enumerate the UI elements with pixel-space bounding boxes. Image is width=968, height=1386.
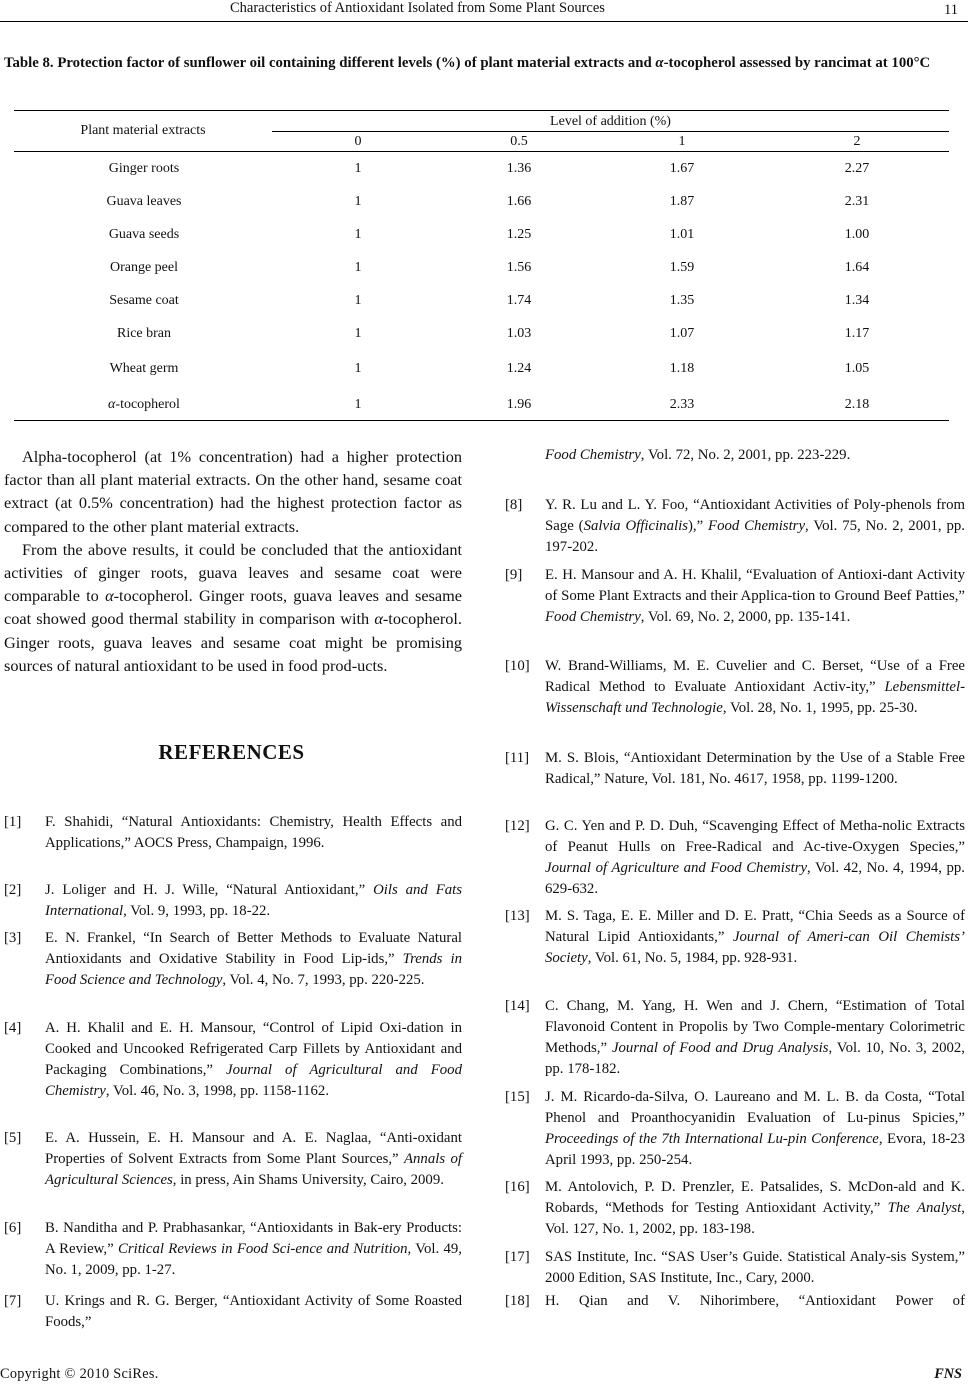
reference-number: [1] (4, 814, 22, 830)
row-label (44, 397, 244, 413)
table-cell: 1.34 (844, 293, 870, 308)
reference-text (545, 1247, 965, 1289)
reference-source: Trends in Food Science and Technology (45, 951, 462, 988)
reference-number: [8] (505, 497, 523, 513)
body-paragraph (4, 538, 462, 677)
reference-text-run: E. N. Frankel, “In Search of Better Methods to Evaluate Natural Antioxidants and Oxidative Stability in Food Lip-ids,” (45, 930, 462, 967)
reference-source: Food Chemistry (708, 518, 806, 534)
row-label: Rice bran (116, 326, 172, 341)
table-cell: 1 (354, 194, 362, 209)
table-cell: 1.05 (844, 361, 870, 376)
reference-text (545, 996, 965, 1080)
table-cell: 1 (354, 326, 362, 341)
reference-item (505, 1291, 965, 1313)
reference-item (4, 812, 462, 875)
reference-text-run: , Vol. 10, No. 3, 2002, pp. 178-182. (545, 1040, 965, 1077)
reference-text-run: E. H. Mansour and A. H. Khalil, “Evaluation of Antioxi-dant Activity of Some Plant Extracts and their Applica-tion to Ground Beef Patties,” (545, 567, 965, 604)
reference-text (545, 1087, 965, 1171)
reference-number: [5] (4, 1130, 22, 1146)
body-text-run: From the above results, it could be concluded that the antioxidant activities of ginger roots, guava leaves and sesame coat were comparable to (4, 539, 462, 606)
level-header: 0.5 (510, 134, 528, 149)
reference-item (505, 1247, 965, 1289)
reference-text (545, 565, 965, 628)
reference-text-run: G. C. Yen and P. D. Duh, “Scavenging Effect of Metha-nolic Extracts of Peanut Hulls on Free-Radical and Ac-tive-Oxygen Species,” (545, 818, 965, 855)
reference-text (45, 1128, 462, 1191)
reference-text-run: , in press, Ain Shams University, Cairo, 2009. (172, 1172, 444, 1188)
references-heading: REFERENCES (158, 740, 305, 764)
reference-source: The Analyst (887, 1200, 962, 1216)
reference-text (545, 1291, 965, 1312)
col-header-level: Level of addition (%) (550, 114, 671, 129)
reference-text (45, 1218, 462, 1281)
table-bottom-rule (14, 420, 949, 421)
reference-number: [2] (4, 882, 22, 898)
table-cell: 1.64 (844, 260, 870, 275)
table-cell: 1 (354, 293, 362, 308)
reference-text (545, 748, 965, 790)
row-label: Sesame coat (109, 293, 179, 308)
reference-source: Journal of Food and Drug Analysis (611, 1040, 829, 1056)
footer-copyright: Copyright © 2010 SciRes. (0, 1366, 159, 1382)
reference-item (4, 1218, 462, 1281)
reference-source: Food Chemistry (545, 447, 641, 463)
reference-source: Annals of Agricultural Sciences (45, 1151, 462, 1188)
table-cell: 1 (354, 361, 362, 376)
reference-text (545, 1177, 965, 1240)
reference-item (4, 1291, 462, 1330)
alpha-symbol: α (374, 609, 383, 629)
reference-item (505, 495, 965, 558)
reference-text-run: , Vol. 72, No. 2, 2001, pp. 223-229. (640, 447, 851, 463)
reference-source: Journal of Agriculture and Food Chemistry (545, 860, 808, 876)
reference-item (505, 996, 965, 1080)
reference-text-run: F. Shahidi, “Natural Antioxidants: Chemistry, Health Effects and Applications,” AOCS Press, Champaign, 1996. (45, 814, 462, 851)
table-cell: 1 (354, 397, 362, 412)
body-column-left (4, 445, 462, 677)
table-cell: 1.67 (669, 161, 695, 176)
page-number: 11 (944, 2, 958, 18)
table-caption (4, 52, 966, 75)
table-cell: 1.24 (506, 361, 532, 376)
table-cell: 1.17 (844, 326, 870, 341)
table-cell: 1 (354, 161, 362, 176)
table-header-rule (14, 151, 949, 152)
reference-text-run: B. Nanditha and P. Prabhasankar, “Antioxidants in Bak-ery Products: A Review,” (45, 1220, 462, 1257)
reference-text-run: M. S. Taga, E. E. Miller and D. E. Pratt, “Chia Seeds as a Source of Natural Lipid Antioxidants,” (545, 908, 965, 945)
reference-text-run: C. Chang, M. Yang, H. Wen and J. Chern, “Estimation of Total Flavonoid Content in Propolis by Two Comple-mentary Colorimetric Methods,” (545, 998, 965, 1056)
table-cell: 1.74 (506, 293, 532, 308)
row-label: Orange peel (109, 260, 179, 275)
table-group-rule (272, 131, 949, 132)
reference-source: Journal of Ameri-can Oil Chemists’ Society (545, 929, 965, 966)
reference-source: Food Chemistry (545, 609, 641, 625)
reference-text-run: A. H. Khalil and E. H. Mansour, “Control of Lipid Oxi-dation in Cooked and Uncooked Refrigerated Carp Fillets by Antioxidant and Packaging Combinations,” (45, 1020, 462, 1078)
reference-item (4, 928, 462, 1012)
reference-text (545, 906, 965, 969)
reference-text-run: , Vol. 42, No. 4, 1994, pp. 629-632. (545, 860, 966, 897)
table-cell: 1.59 (669, 260, 695, 275)
reference-item (4, 1128, 462, 1212)
reference-source: Critical Reviews in Food Sci-ence and Nutrition (117, 1241, 408, 1257)
table-cell: 2.27 (844, 161, 870, 176)
reference-item (505, 906, 965, 990)
table-top-rule (14, 110, 949, 111)
reference-number: [3] (4, 930, 22, 946)
alpha-symbol: α (105, 586, 114, 606)
table-cell: 1.35 (669, 293, 695, 308)
reference-number: [12] (505, 818, 530, 834)
alpha-symbol: α (108, 397, 116, 412)
running-title: Characteristics of Antioxidant Isolated from Some Plant Sources (230, 0, 605, 16)
reference-number: [16] (505, 1179, 530, 1195)
reference-item (4, 880, 462, 922)
reference-text (545, 445, 965, 466)
table-cell: 1.87 (669, 194, 695, 209)
level-header: 2 (853, 134, 861, 149)
reference-item (505, 1087, 965, 1171)
col-header-extracts: Plant material extracts (80, 123, 206, 138)
reference-text-run: J. Loliger and H. J. Wille, “Natural Antioxidant,” (45, 882, 374, 898)
running-header (0, 0, 968, 22)
reference-number: [4] (4, 1020, 22, 1036)
reference-number: [9] (505, 567, 523, 583)
reference-number: [17] (505, 1249, 530, 1265)
reference-text (45, 880, 462, 922)
reference-text-run: U. Krings and R. G. Berger, “Antioxidant Activity of Some Roasted Foods,” (45, 1293, 462, 1330)
reference-number: [6] (4, 1220, 22, 1236)
reference-text (45, 928, 462, 991)
reference-text-run: E. A. Hussein, E. H. Mansour and A. E. Naglaa, “Anti-oxidant Properties of Solvent Extracts from Some Plant Sources,” (45, 1130, 462, 1167)
header-rule (0, 21, 968, 22)
reference-text-run: M. Antolovich, P. D. Prenzler, E. Patsalides, S. McDon-ald and K. Robards, “Methods for Testing Antioxidant Activity,” (545, 1179, 965, 1216)
reference-text-run: , Vol. 127, No. 1, 2002, pp. 183-198. (545, 1200, 965, 1237)
row-label-text: -tocopherol (115, 397, 180, 412)
level-header: 0 (354, 134, 362, 149)
table-cell: 1.96 (506, 397, 532, 412)
reference-number: [7] (4, 1293, 22, 1309)
reference-text-run: ),” (687, 518, 709, 534)
footer-journal: FNS (934, 1366, 962, 1382)
reference-item (4, 1018, 462, 1123)
reference-text (45, 812, 462, 854)
reference-text-run: , Evora, 18-23 April 1993, pp. 250-254. (545, 1131, 966, 1168)
reference-text-run: , Vol. 69, No. 2, 2000, pp. 135-141. (640, 609, 851, 625)
reference-item (505, 565, 965, 649)
reference-item (505, 1177, 965, 1240)
reference-source: Proceedings of the 7th International Lu-pin Conference (545, 1131, 879, 1147)
caption-text: Table 8. Protection factor of sunflower oil containing different levels (%) of plant material extracts and (4, 55, 656, 71)
reference-item (505, 656, 965, 740)
table-cell: 1.56 (506, 260, 532, 275)
reference-text-run: SAS Institute, Inc. “SAS User’s Guide. Statistical Analy-sis System,” 2000 Edition, SAS Institute, Inc., Cary, 2000. (545, 1249, 965, 1286)
level-header: 1 (678, 134, 686, 149)
reference-text-run: , Vol. 49, No. 1, 2009, pp. 1-27. (45, 1241, 462, 1278)
table-cell: 2.18 (844, 397, 870, 412)
reference-text (45, 1291, 462, 1333)
body-text-run: -tocopherol. Ginger roots, guava leaves and sesame coat might be promising sources of natural antioxidant to be used in food prod-ucts. (4, 609, 462, 675)
body-text-run: -tocopherol. Ginger roots, guava leaves and sesame coat showed good thermal stability in comparison with (4, 586, 462, 629)
reference-source: Journal of Agricultural and Food Chemistry (45, 1062, 462, 1099)
reference-text-run: , Vol. 75, No. 2, 2001, pp. 197-202. (545, 518, 965, 555)
reference-source: Lebensmittel-Wissenschaft und Technologie (545, 679, 965, 716)
table-cell: 1.18 (669, 361, 695, 376)
table-cell: 1.25 (506, 227, 532, 242)
table-cell: 1.01 (669, 227, 695, 242)
table-cell: 1.66 (506, 194, 532, 209)
table-cell: 1.00 (844, 227, 870, 242)
reference-continuation (545, 445, 965, 487)
reference-number: [11] (505, 750, 530, 766)
reference-text-run: , Vol. 28, No. 1, 1995, pp. 25-30. (722, 700, 918, 716)
reference-text (545, 816, 965, 900)
table-cell: 1 (354, 227, 362, 242)
table-cell: 1 (354, 260, 362, 275)
row-label: Ginger roots (108, 161, 180, 176)
row-label: Wheat germ (109, 361, 179, 376)
reference-text-run: J. M. Ricardo-da-Silva, O. Laureano and M. L. B. da Costa, “Total Phenol and Proanthocyanidin Evaluation of Lu-pinus Spicies,” (545, 1089, 965, 1126)
table-cell: 2.33 (669, 397, 695, 412)
reference-source: Oils and Fats International (45, 882, 462, 919)
reference-text-run: , Vol. 46, No. 3, 1998, pp. 1158-1162. (105, 1083, 330, 1099)
reference-text (45, 1018, 462, 1102)
caption-alpha: α (655, 55, 664, 71)
body-paragraph: Alpha-tocopherol (at 1% concentration) had a higher protection factor than all plant material extracts. On the other hand, sesame coat extract (at 0.5% concentration) had the highest protection factor as compared to the other plant material extracts. (4, 447, 462, 536)
reference-number: [18] (505, 1293, 530, 1309)
table-cell: 2.31 (844, 194, 870, 209)
caption-text-end: -tocopherol assessed by rancimat at 100°C (663, 55, 931, 71)
reference-item (505, 816, 965, 900)
reference-text-run: Y. R. Lu and L. Y. Foo, “Antioxidant Activities of Poly-phenols from Sage ( (545, 497, 965, 534)
reference-source: Salvia Officinalis (583, 518, 688, 534)
table-cell: 1.03 (506, 326, 532, 341)
reference-text (545, 656, 965, 719)
reference-number: [13] (505, 908, 530, 924)
reference-text (545, 495, 965, 558)
reference-text-run: , Vol. 9, 1993, pp. 18-22. (123, 903, 271, 919)
row-label: Guava seeds (108, 227, 180, 242)
reference-number: [10] (505, 658, 530, 674)
table-cell: 1.07 (669, 326, 695, 341)
reference-item (505, 748, 965, 811)
reference-text-run: H. Qian and V. Nihorimbere, “Antioxidant Power of (545, 1293, 965, 1309)
table-cell: 1.36 (506, 161, 532, 176)
reference-number: [15] (505, 1089, 530, 1105)
reference-text-run: W. Brand-Williams, M. E. Cuvelier and C. Berset, “Use of a Free Radical Method to Evaluate Antioxidant Activ-ity,” (545, 658, 965, 695)
reference-text-run: , Vol. 4, No. 7, 1993, pp. 220-225. (222, 972, 425, 988)
reference-text-run: , Vol. 61, No. 5, 1984, pp. 928-931. (587, 950, 798, 966)
reference-text-run: M. S. Blois, “Antioxidant Determination by the Use of a Stable Free Radical,” Nature, Vol. 181, No. 4617, 1958, pp. 1199-1200. (545, 750, 965, 787)
reference-number: [14] (505, 998, 530, 1014)
row-label: Guava leaves (106, 194, 182, 209)
